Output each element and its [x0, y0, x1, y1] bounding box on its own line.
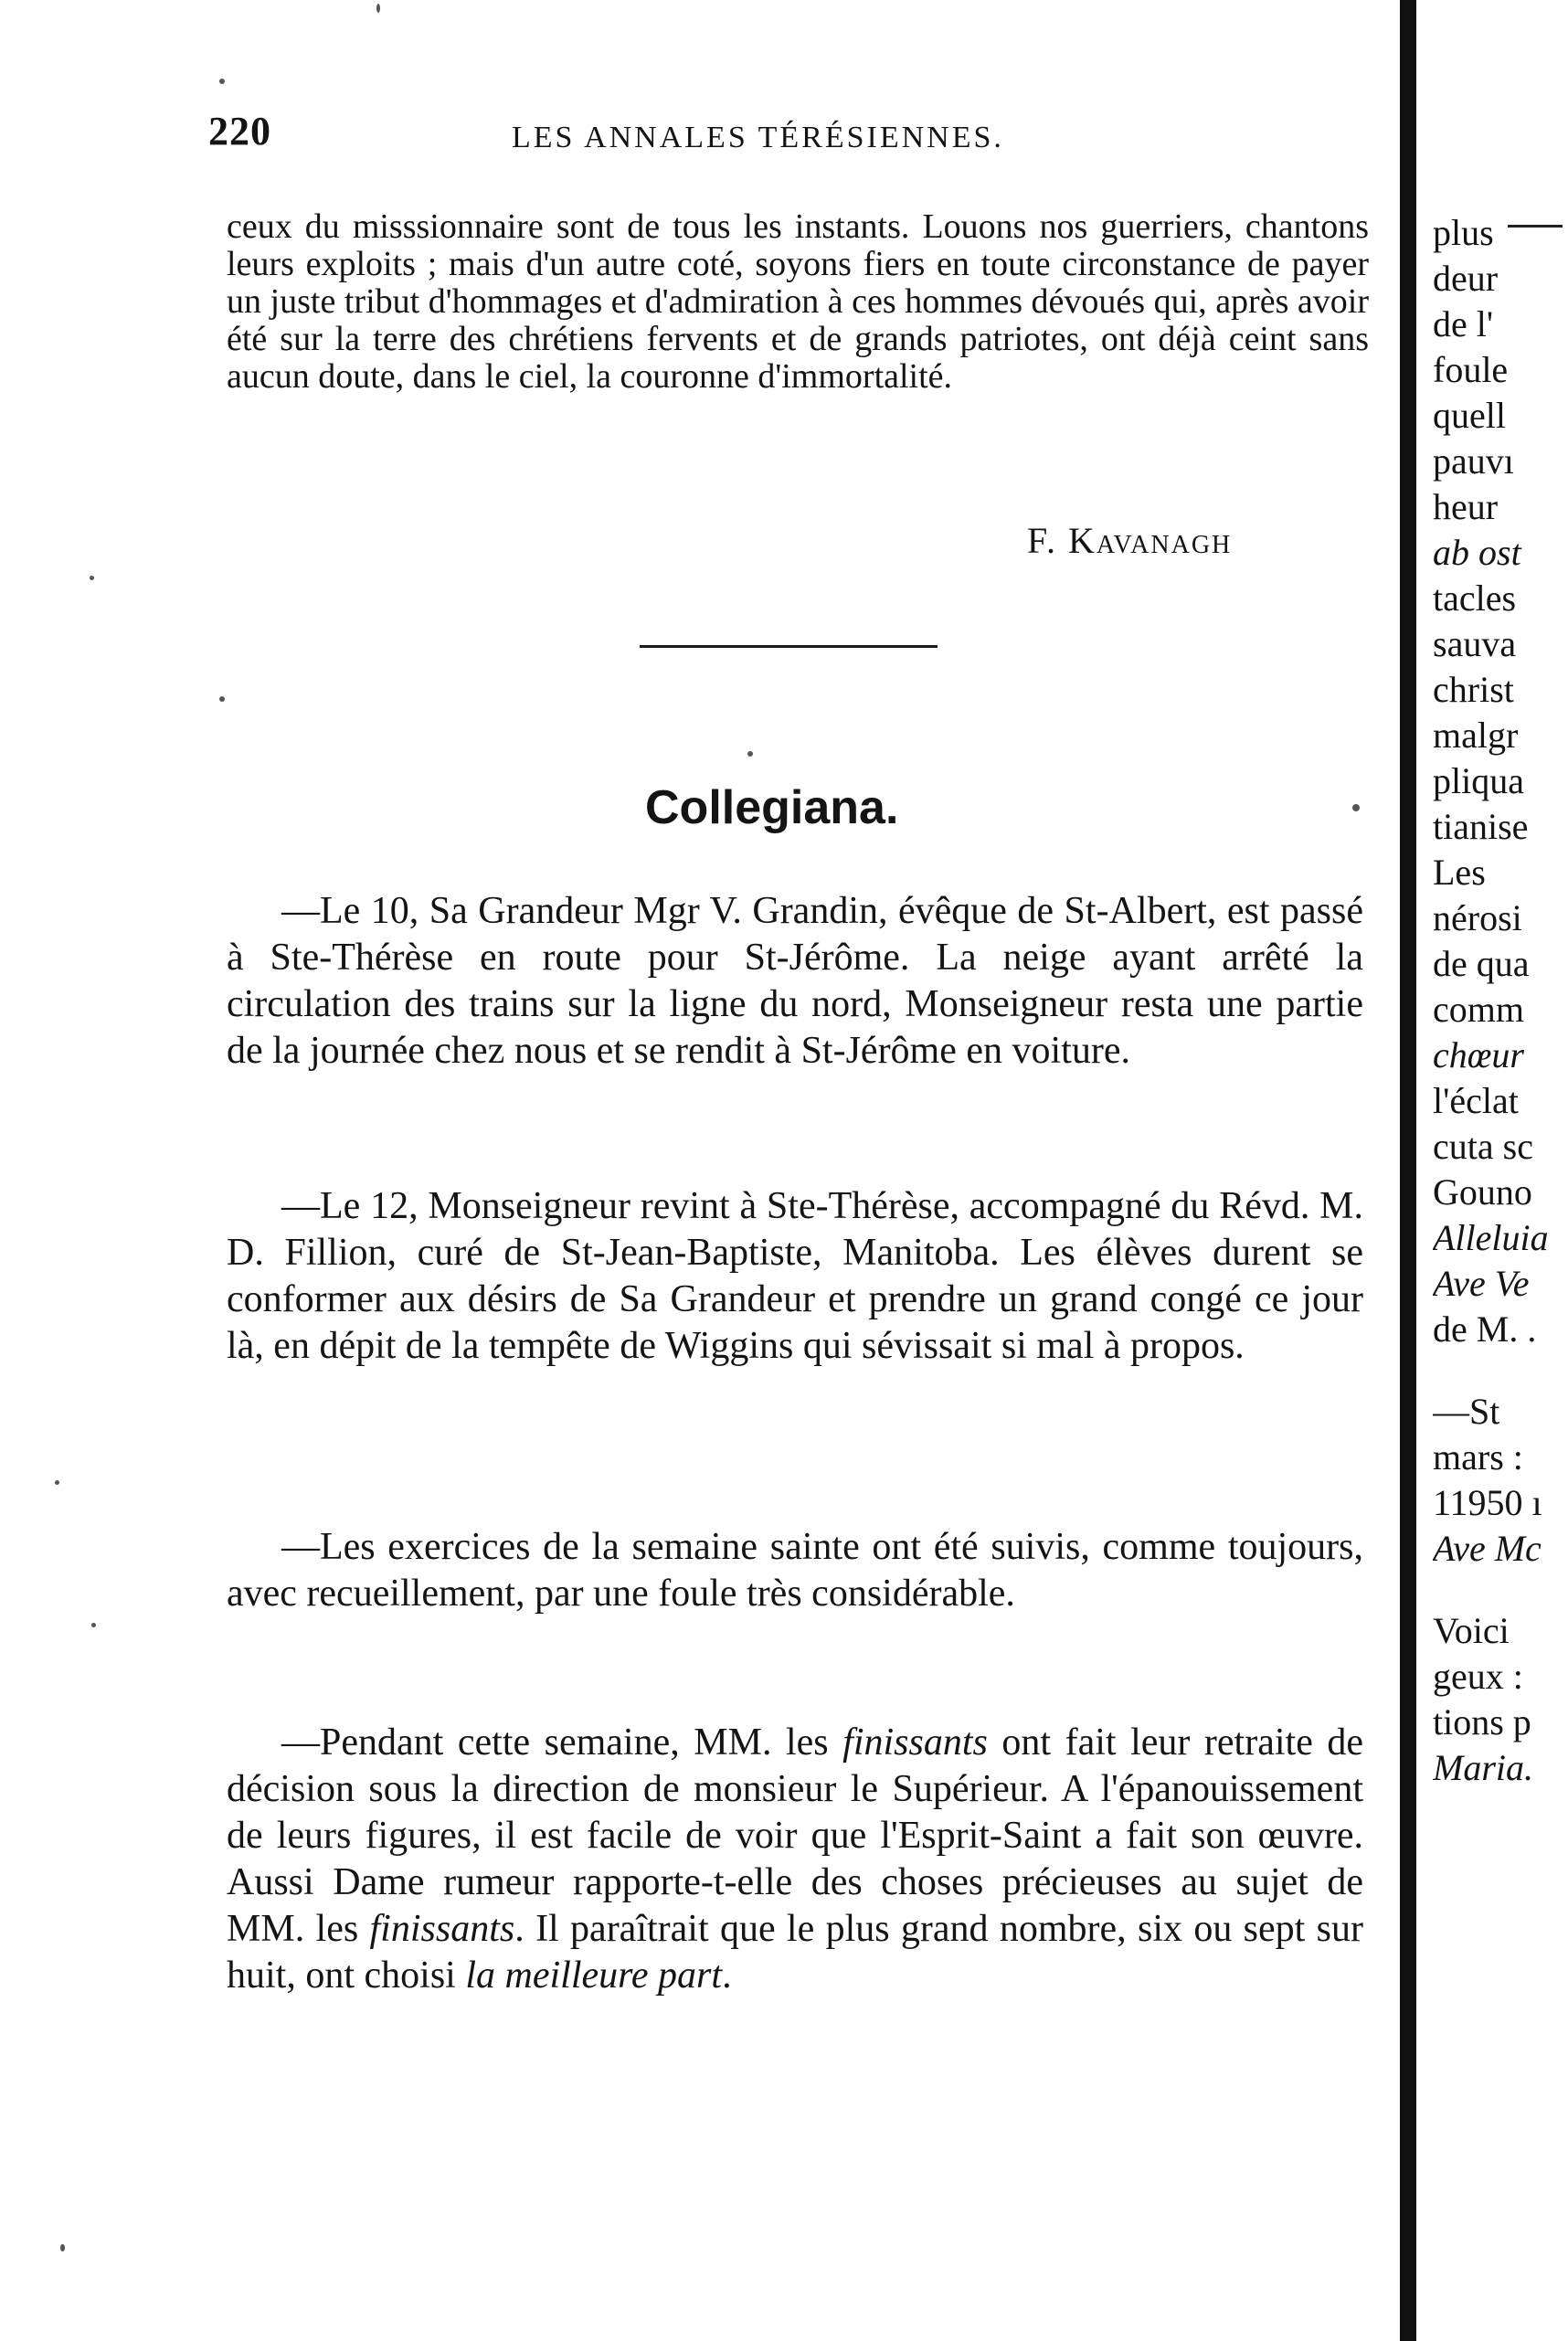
scan-speck	[219, 79, 225, 84]
fragment-line: de M. .	[1433, 1308, 1537, 1350]
fragment-line: tianise	[1433, 806, 1529, 847]
fragment-line: de qua	[1433, 943, 1530, 984]
fragment-line: ab ost	[1433, 532, 1521, 573]
italic-term: finissants	[369, 1908, 515, 1950]
fragment-line: deur	[1433, 258, 1499, 299]
fragment-line: geux :	[1433, 1656, 1523, 1697]
scan-speck	[376, 4, 380, 13]
news-item	[227, 1524, 1363, 1617]
article-signature	[1027, 519, 1232, 562]
fragment-line: Ave Mc	[1433, 1528, 1542, 1569]
fragment-line: sauva	[1433, 623, 1517, 664]
fragment-line: Alleluia	[1433, 1217, 1549, 1258]
scan-speck	[219, 696, 225, 702]
fragment-line: Gouno	[1433, 1171, 1532, 1213]
fragment-line: 11950 ı	[1433, 1482, 1542, 1523]
signature-initial: F.	[1027, 520, 1058, 561]
fragment-line: de l'	[1433, 303, 1494, 344]
section-title: Collegiana.	[645, 781, 899, 834]
text-segment: . Il paraîtrait que le plus grand nombre, six ou sept sur huit, ont choisi	[227, 1908, 1363, 1997]
fragment-line: l'éclat	[1433, 1080, 1519, 1121]
scan-speck	[60, 2244, 65, 2251]
italic-term: finissants	[842, 1721, 988, 1764]
scan-speck	[747, 751, 753, 757]
fragment-line: heur	[1433, 486, 1499, 527]
fragment-gap	[1433, 1572, 1568, 1608]
fragment-line: pliqua	[1433, 760, 1524, 801]
scan-speck	[55, 1480, 59, 1485]
text-segment: —Pendant cette semaine, MM. les	[281, 1721, 843, 1764]
page-number: 220	[208, 109, 271, 154]
fragment-line: christ	[1433, 669, 1514, 710]
text-segment: ont fait leur retraite de décision sous la direction de monsieur le Supérieur. A l'épanouissement de leurs figures, il est facile de voir que l'Esprit-Saint a fait son œuvre. Aussi Dame rumeur rapporte-t-elle des choses précieuses au sujet de MM. les	[227, 1721, 1364, 1950]
news-item	[227, 888, 1363, 1075]
fragment-line: pauvı	[1433, 440, 1514, 482]
fragment-line: nérosi	[1433, 897, 1522, 938]
italic-phrase: la meilleure part	[465, 1954, 723, 1997]
news-item-text	[227, 1720, 1363, 1999]
fragment-line: foule	[1433, 349, 1509, 390]
scan-speck	[1352, 804, 1360, 811]
article-closing-paragraph: ceux du misssionnaire sont de tous les instants. Louons nos guerriers, chantons leurs exploits ; mais d'un autre coté, soyons fiers en toute circonstance de payer un juste tribut d'hommages et d'admiration à ces hommes dévoués qui, après avoir été sur la terre des chrétiens fervents et de grands patriotes, ont déjà ceint sans aucun doute, dans le ciel, la couronne d'immortalité.	[227, 207, 1369, 396]
fragment-line: malgr	[1433, 715, 1519, 756]
scan-speck	[91, 1623, 96, 1627]
fragment-line: tacles	[1433, 577, 1517, 619]
news-item	[227, 1183, 1363, 1370]
fragment-line: plus	[1433, 212, 1494, 253]
page-gutter-divider	[1400, 0, 1416, 2341]
fragment-line: cuta sc	[1433, 1126, 1533, 1167]
scan-speck	[90, 576, 94, 580]
fragment-line: comm	[1433, 989, 1524, 1030]
fragment-line: Voici	[1433, 1610, 1510, 1651]
news-item-text: —Le 10, Sa Grandeur Mgr V. Grandin, évêque de St-Albert, est passé à Ste-Thérèse en route pour St-Jérôme. La neige ayant arrêté la circulation des trains sur la ligne du nord, Monseigneur resta une partie de la journée chez nous et se rendit à St-Jérôme en voiture.	[227, 890, 1363, 1072]
news-item	[227, 1720, 1363, 1999]
fragment-line: quell	[1433, 395, 1506, 436]
text-segment: .	[722, 1954, 732, 1997]
fragment-line: Ave Ve	[1433, 1263, 1530, 1304]
fragment-line: —St	[1433, 1391, 1500, 1432]
signature-name: Kavanagh	[1068, 520, 1233, 561]
section-separator-rule	[640, 645, 938, 648]
fragment-line: Maria.	[1433, 1747, 1533, 1788]
fragment-line: tions p	[1433, 1701, 1531, 1743]
fragment-gap	[1433, 1352, 1568, 1389]
running-title: LES ANNALES TÉRÉSIENNES.	[512, 121, 1004, 154]
fragment-line: Les	[1433, 852, 1486, 893]
news-item-text: —Le 12, Monseigneur revint à Ste-Thérèse, accompagné du Révd. M. D. Fillion, curé de St-Jean-Baptiste, Manitoba. Les élèves durent se conformer aux désirs de Sa Grandeur et prendre un grand congé ce jour là, en dépit de la tempête de Wiggins qui sévissait si mal à propos.	[227, 1185, 1363, 1367]
article-end	[227, 208, 1369, 396]
news-item-text: —Les exercices de la semaine sainte ont été suivis, comme toujours, avec recueillement, par une foule très considérable.	[227, 1526, 1363, 1615]
adjacent-page-fragment	[1433, 210, 1568, 1791]
fragment-line: chœur	[1433, 1034, 1524, 1075]
fragment-line: mars :	[1433, 1436, 1523, 1478]
